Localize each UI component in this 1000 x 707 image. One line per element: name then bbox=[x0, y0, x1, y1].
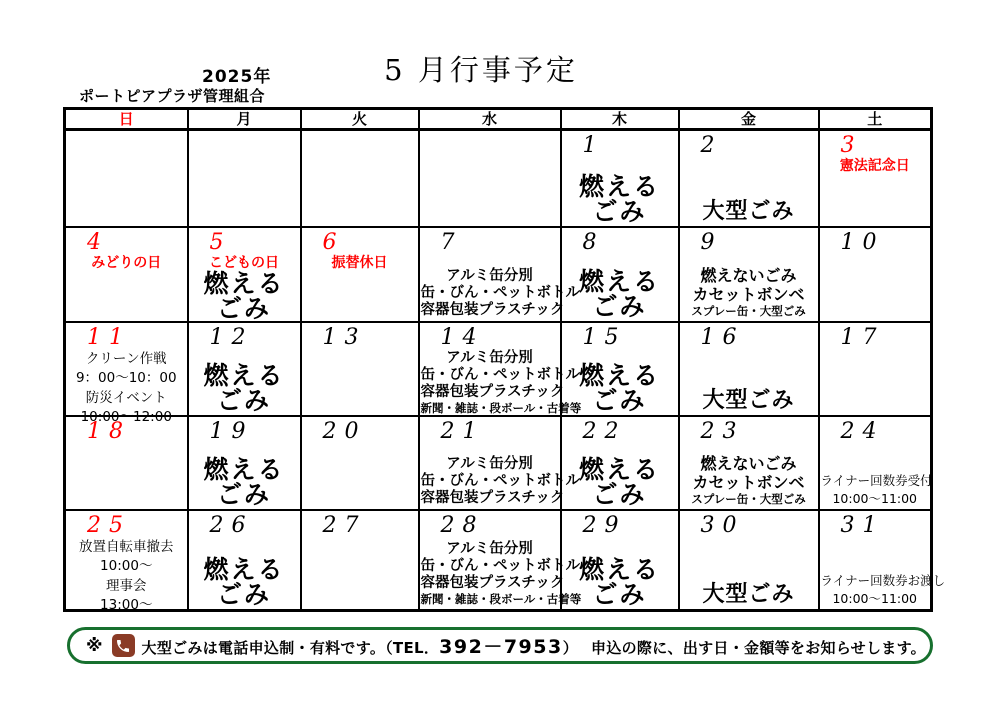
calendar-cell bbox=[679, 510, 819, 611]
date-number: 31 bbox=[840, 513, 885, 538]
cell-spacer bbox=[67, 444, 186, 507]
calendar-cell bbox=[819, 130, 932, 228]
cell-spacer bbox=[303, 132, 417, 224]
cell-spacer bbox=[303, 350, 417, 413]
calendar-cell-content bbox=[820, 228, 931, 321]
date-number: 12 bbox=[209, 325, 254, 350]
cell-spacer bbox=[67, 272, 186, 319]
calendar-cell bbox=[819, 322, 932, 416]
garbage-label: 大型ごみ bbox=[702, 199, 795, 224]
cell-spacer bbox=[821, 255, 930, 319]
garbage-label: ごみ bbox=[216, 479, 271, 509]
date-number: 17 bbox=[840, 325, 885, 350]
calendar-cell bbox=[419, 510, 582, 611]
calendar-cell bbox=[561, 510, 679, 611]
calendar-cell-content bbox=[302, 228, 418, 321]
garbage-label: 缶・びん・ペットボトル bbox=[420, 557, 580, 574]
event-text: 10:00～ bbox=[100, 558, 153, 575]
garbage-label: ごみ bbox=[216, 293, 271, 323]
calendar-cell-content bbox=[189, 417, 300, 509]
date-number: 24 bbox=[840, 419, 885, 444]
calendar-cell bbox=[561, 416, 679, 510]
calendar-cell-content bbox=[680, 417, 818, 509]
holiday-label: 憲法記念日 bbox=[839, 157, 910, 174]
note-marker: ※ bbox=[86, 635, 103, 656]
cell-spacer bbox=[190, 132, 299, 224]
date-number: 13 bbox=[322, 325, 367, 350]
calendar-week-row bbox=[65, 510, 932, 611]
weekday-header-木: 木 bbox=[561, 109, 679, 130]
calendar-cell-content bbox=[66, 417, 187, 509]
cell-spacer bbox=[681, 350, 817, 390]
date-number: 16 bbox=[700, 325, 745, 350]
cell-spacer bbox=[681, 538, 817, 584]
calendar-cell-content bbox=[420, 228, 580, 321]
calendar-cell-content bbox=[420, 131, 560, 226]
page-title: 5 月行事予定 bbox=[384, 53, 578, 87]
calendar-cell-content bbox=[302, 511, 418, 609]
date-number: 2 bbox=[700, 133, 723, 158]
garbage-label: 新聞・雑誌・段ボール・古着等 bbox=[420, 401, 582, 416]
holiday-label: 振替休日 bbox=[331, 254, 388, 271]
event-text: ライナー回数券受付 bbox=[820, 473, 933, 488]
date-number: 9 bbox=[700, 230, 723, 255]
event-text: クリーン作戦 bbox=[85, 350, 167, 367]
date-number: 6 bbox=[322, 230, 345, 255]
cell-spacer bbox=[821, 444, 930, 472]
garbage-label: 新聞・雑誌・段ボール・古着等 bbox=[420, 592, 582, 607]
calendar-cell-content bbox=[680, 228, 818, 321]
phone-icon bbox=[112, 634, 135, 657]
garbage-label: アルミ缶分別 bbox=[446, 455, 533, 472]
weekday-header-月: 月 bbox=[188, 109, 301, 130]
date-number: 15 bbox=[582, 325, 627, 350]
calendar-cell bbox=[679, 416, 819, 510]
cell-spacer bbox=[821, 538, 930, 572]
calendar-cell bbox=[188, 322, 301, 416]
calendar-cell bbox=[301, 130, 419, 228]
organization-name: ポートピアプラザ管理組合 bbox=[79, 87, 266, 105]
calendar-cell-content bbox=[420, 511, 582, 609]
calendar-cell-content bbox=[562, 228, 678, 321]
calendar-cell bbox=[65, 416, 188, 510]
calendar-cell bbox=[188, 227, 301, 322]
calendar-cell bbox=[301, 416, 419, 510]
event-text: 放置自転車撤去 bbox=[79, 538, 174, 555]
date-number: 20 bbox=[322, 419, 367, 444]
date-number: 29 bbox=[582, 513, 627, 538]
garbage-label: 燃えないごみ bbox=[700, 453, 797, 473]
date-number: 11 bbox=[87, 325, 131, 350]
year-label: 2025年 bbox=[202, 67, 272, 87]
notice-box bbox=[67, 627, 933, 664]
calendar-cell-content bbox=[302, 131, 418, 226]
calendar-cell-content bbox=[189, 131, 300, 226]
calendar-cell bbox=[301, 510, 419, 611]
calendar-cell-content bbox=[562, 131, 678, 226]
garbage-label: アルミ缶分別 bbox=[446, 540, 533, 557]
notice-text-tail: 申込の際に、出す日・金額等をお知らせします。 bbox=[591, 639, 926, 657]
calendar-cell bbox=[679, 322, 819, 416]
garbage-label: スプレー缶・大型ごみ bbox=[691, 304, 806, 319]
garbage-label: 燃える bbox=[203, 455, 285, 484]
calendar-cell-content bbox=[189, 228, 300, 321]
date-number: 19 bbox=[209, 419, 254, 444]
weekday-header-金: 金 bbox=[679, 109, 819, 130]
date-number: 27 bbox=[322, 513, 367, 538]
garbage-label: 缶・びん・ペットボトル bbox=[420, 472, 580, 489]
date-number: 22 bbox=[582, 419, 627, 444]
calendar-cell bbox=[419, 322, 582, 416]
date-number: 26 bbox=[209, 513, 254, 538]
garbage-label: 燃えないごみ bbox=[700, 265, 797, 285]
cell-spacer bbox=[303, 272, 417, 319]
calendar-cell-content bbox=[420, 323, 582, 416]
weekday-header-row bbox=[65, 109, 932, 130]
calendar-cell bbox=[819, 510, 946, 611]
calendar-cell-content bbox=[562, 417, 678, 509]
cell-spacer bbox=[67, 132, 186, 224]
calendar-cell bbox=[679, 130, 819, 228]
calendar-cell bbox=[419, 227, 580, 322]
date-number: 8 bbox=[582, 230, 605, 255]
event-text: 理事会 bbox=[106, 577, 147, 594]
date-number: 23 bbox=[700, 419, 745, 444]
garbage-label: 大型ごみ bbox=[702, 582, 795, 607]
calendar-cell bbox=[561, 130, 679, 228]
calendar-cell-content bbox=[66, 131, 187, 226]
calendar-cell bbox=[65, 510, 188, 614]
garbage-label: 容器包装プラスチック bbox=[420, 383, 565, 400]
date-number: 30 bbox=[700, 513, 745, 538]
cell-spacer bbox=[681, 444, 817, 454]
cell-spacer bbox=[681, 255, 817, 266]
garbage-label: 燃える bbox=[578, 267, 660, 296]
cell-spacer bbox=[421, 132, 559, 224]
weekday-header-日: 日 bbox=[65, 109, 188, 130]
calendar-table bbox=[63, 107, 946, 614]
calendar-cell-content bbox=[420, 417, 580, 509]
cell-spacer bbox=[421, 255, 559, 268]
garbage-label: カセットボンベ bbox=[692, 284, 805, 304]
calendar-cell-content bbox=[66, 228, 187, 321]
garbage-label: ごみ bbox=[592, 579, 647, 609]
calendar-week-row bbox=[65, 227, 932, 322]
calendar-cell bbox=[561, 227, 679, 322]
garbage-label: ごみ bbox=[216, 579, 271, 609]
cell-spacer bbox=[821, 350, 930, 413]
cell-spacer bbox=[681, 158, 817, 201]
calendar-cell-content bbox=[820, 511, 946, 609]
calendar-cell bbox=[65, 227, 188, 322]
calendar-cell bbox=[679, 227, 819, 322]
garbage-label: 燃える bbox=[203, 269, 285, 299]
phone-number: 392－7953 bbox=[439, 636, 563, 658]
date-number: 5 bbox=[209, 230, 232, 255]
calendar-cell bbox=[65, 322, 188, 426]
date-number: 25 bbox=[87, 513, 131, 538]
garbage-label: 燃える bbox=[578, 172, 660, 201]
event-text: 9：00～10：00 bbox=[75, 370, 177, 387]
garbage-label: 容器包装プラスチック bbox=[420, 301, 565, 318]
garbage-label: 燃える bbox=[203, 361, 285, 390]
calendar-cell bbox=[419, 416, 580, 510]
date-number: 4 bbox=[87, 230, 109, 255]
event-text: 10:00～11:00 bbox=[832, 590, 918, 606]
cell-spacer bbox=[421, 444, 559, 456]
garbage-label: スプレー缶・大型ごみ bbox=[691, 492, 806, 507]
calendar-week-row bbox=[65, 416, 932, 510]
notice-text-before-tel: 大型ごみは電話申込制・有料です。（TEL． bbox=[141, 639, 440, 657]
event-text: 13:00～ bbox=[100, 597, 153, 614]
calendar-cell-content bbox=[302, 417, 418, 509]
calendar-cell-content bbox=[680, 131, 818, 226]
calendar-cell-content bbox=[189, 323, 300, 415]
weekday-header-火: 火 bbox=[301, 109, 419, 130]
garbage-label: ごみ bbox=[592, 291, 647, 321]
cell-spacer bbox=[303, 538, 417, 607]
calendar-cell-content bbox=[302, 323, 418, 415]
holiday-label: こどもの日 bbox=[209, 254, 279, 271]
garbage-label: ごみ bbox=[592, 479, 647, 509]
garbage-label: 燃える bbox=[578, 361, 660, 390]
event-text: 10:00～12:00 bbox=[80, 409, 172, 426]
garbage-label: 缶・びん・ペットボトル bbox=[420, 366, 580, 383]
calendar-cell-content bbox=[680, 511, 818, 609]
garbage-label: 缶・びん・ペットボトル bbox=[420, 284, 580, 301]
calendar-cell bbox=[819, 227, 932, 322]
event-text: 防災イベント bbox=[85, 389, 167, 406]
calendar-cell bbox=[188, 130, 301, 228]
garbage-label: 容器包装プラスチック bbox=[420, 489, 565, 506]
calendar-cell-content bbox=[189, 511, 300, 609]
weekday-header-水: 水 bbox=[419, 109, 561, 130]
weekday-header-土: 土 bbox=[819, 109, 932, 130]
garbage-label: 容器包装プラスチック bbox=[420, 574, 565, 591]
date-number: 3 bbox=[840, 133, 863, 158]
calendar-cell-content bbox=[820, 323, 931, 415]
calendar-week-row bbox=[65, 322, 932, 416]
event-text: 10:00～11:00 bbox=[832, 490, 918, 506]
calendar-cell bbox=[301, 227, 419, 322]
garbage-label: アルミ缶分別 bbox=[446, 349, 533, 366]
notice-text-after-tel: ） bbox=[562, 639, 579, 657]
garbage-label: カセットボンベ bbox=[692, 472, 805, 492]
date-number: 18 bbox=[87, 419, 131, 444]
event-text: ライナー回数券お渡し bbox=[820, 573, 946, 588]
date-number: 21 bbox=[440, 419, 485, 444]
date-number: 10 bbox=[840, 230, 885, 255]
calendar-cell bbox=[561, 322, 679, 416]
garbage-label: ごみ bbox=[592, 385, 647, 415]
calendar-cell-content bbox=[562, 323, 678, 415]
garbage-label: 燃える bbox=[578, 555, 660, 584]
cell-spacer bbox=[303, 444, 417, 507]
calendar-cell-content bbox=[680, 323, 818, 415]
date-number: 1 bbox=[582, 133, 605, 158]
calendar-cell-content bbox=[562, 511, 678, 609]
calendar-cell bbox=[819, 416, 932, 510]
calendar-cell-content bbox=[66, 323, 187, 426]
date-number: 28 bbox=[440, 513, 485, 538]
calendar-week-row bbox=[65, 130, 932, 228]
phone-receiver-icon bbox=[115, 638, 131, 654]
cell-spacer bbox=[821, 175, 930, 224]
calendar-cell bbox=[188, 416, 301, 510]
calendar-cell-content bbox=[66, 511, 187, 614]
calendar-cell bbox=[419, 130, 561, 228]
date-number: 7 bbox=[440, 230, 463, 255]
holiday-label: みどりの日 bbox=[91, 254, 162, 271]
garbage-label: ごみ bbox=[592, 196, 647, 226]
calendar-cell bbox=[65, 130, 188, 228]
calendar-cell bbox=[188, 510, 301, 611]
garbage-label: アルミ缶分別 bbox=[446, 267, 533, 284]
garbage-label: 燃える bbox=[203, 555, 285, 584]
date-number: 14 bbox=[440, 325, 485, 350]
calendar-cell-content bbox=[820, 417, 931, 509]
notice-text bbox=[142, 632, 926, 659]
calendar-cell bbox=[301, 322, 419, 416]
garbage-label: 大型ごみ bbox=[702, 388, 795, 413]
garbage-label: ごみ bbox=[216, 385, 271, 415]
garbage-label: 燃える bbox=[578, 455, 660, 484]
calendar-cell-content bbox=[820, 131, 931, 226]
